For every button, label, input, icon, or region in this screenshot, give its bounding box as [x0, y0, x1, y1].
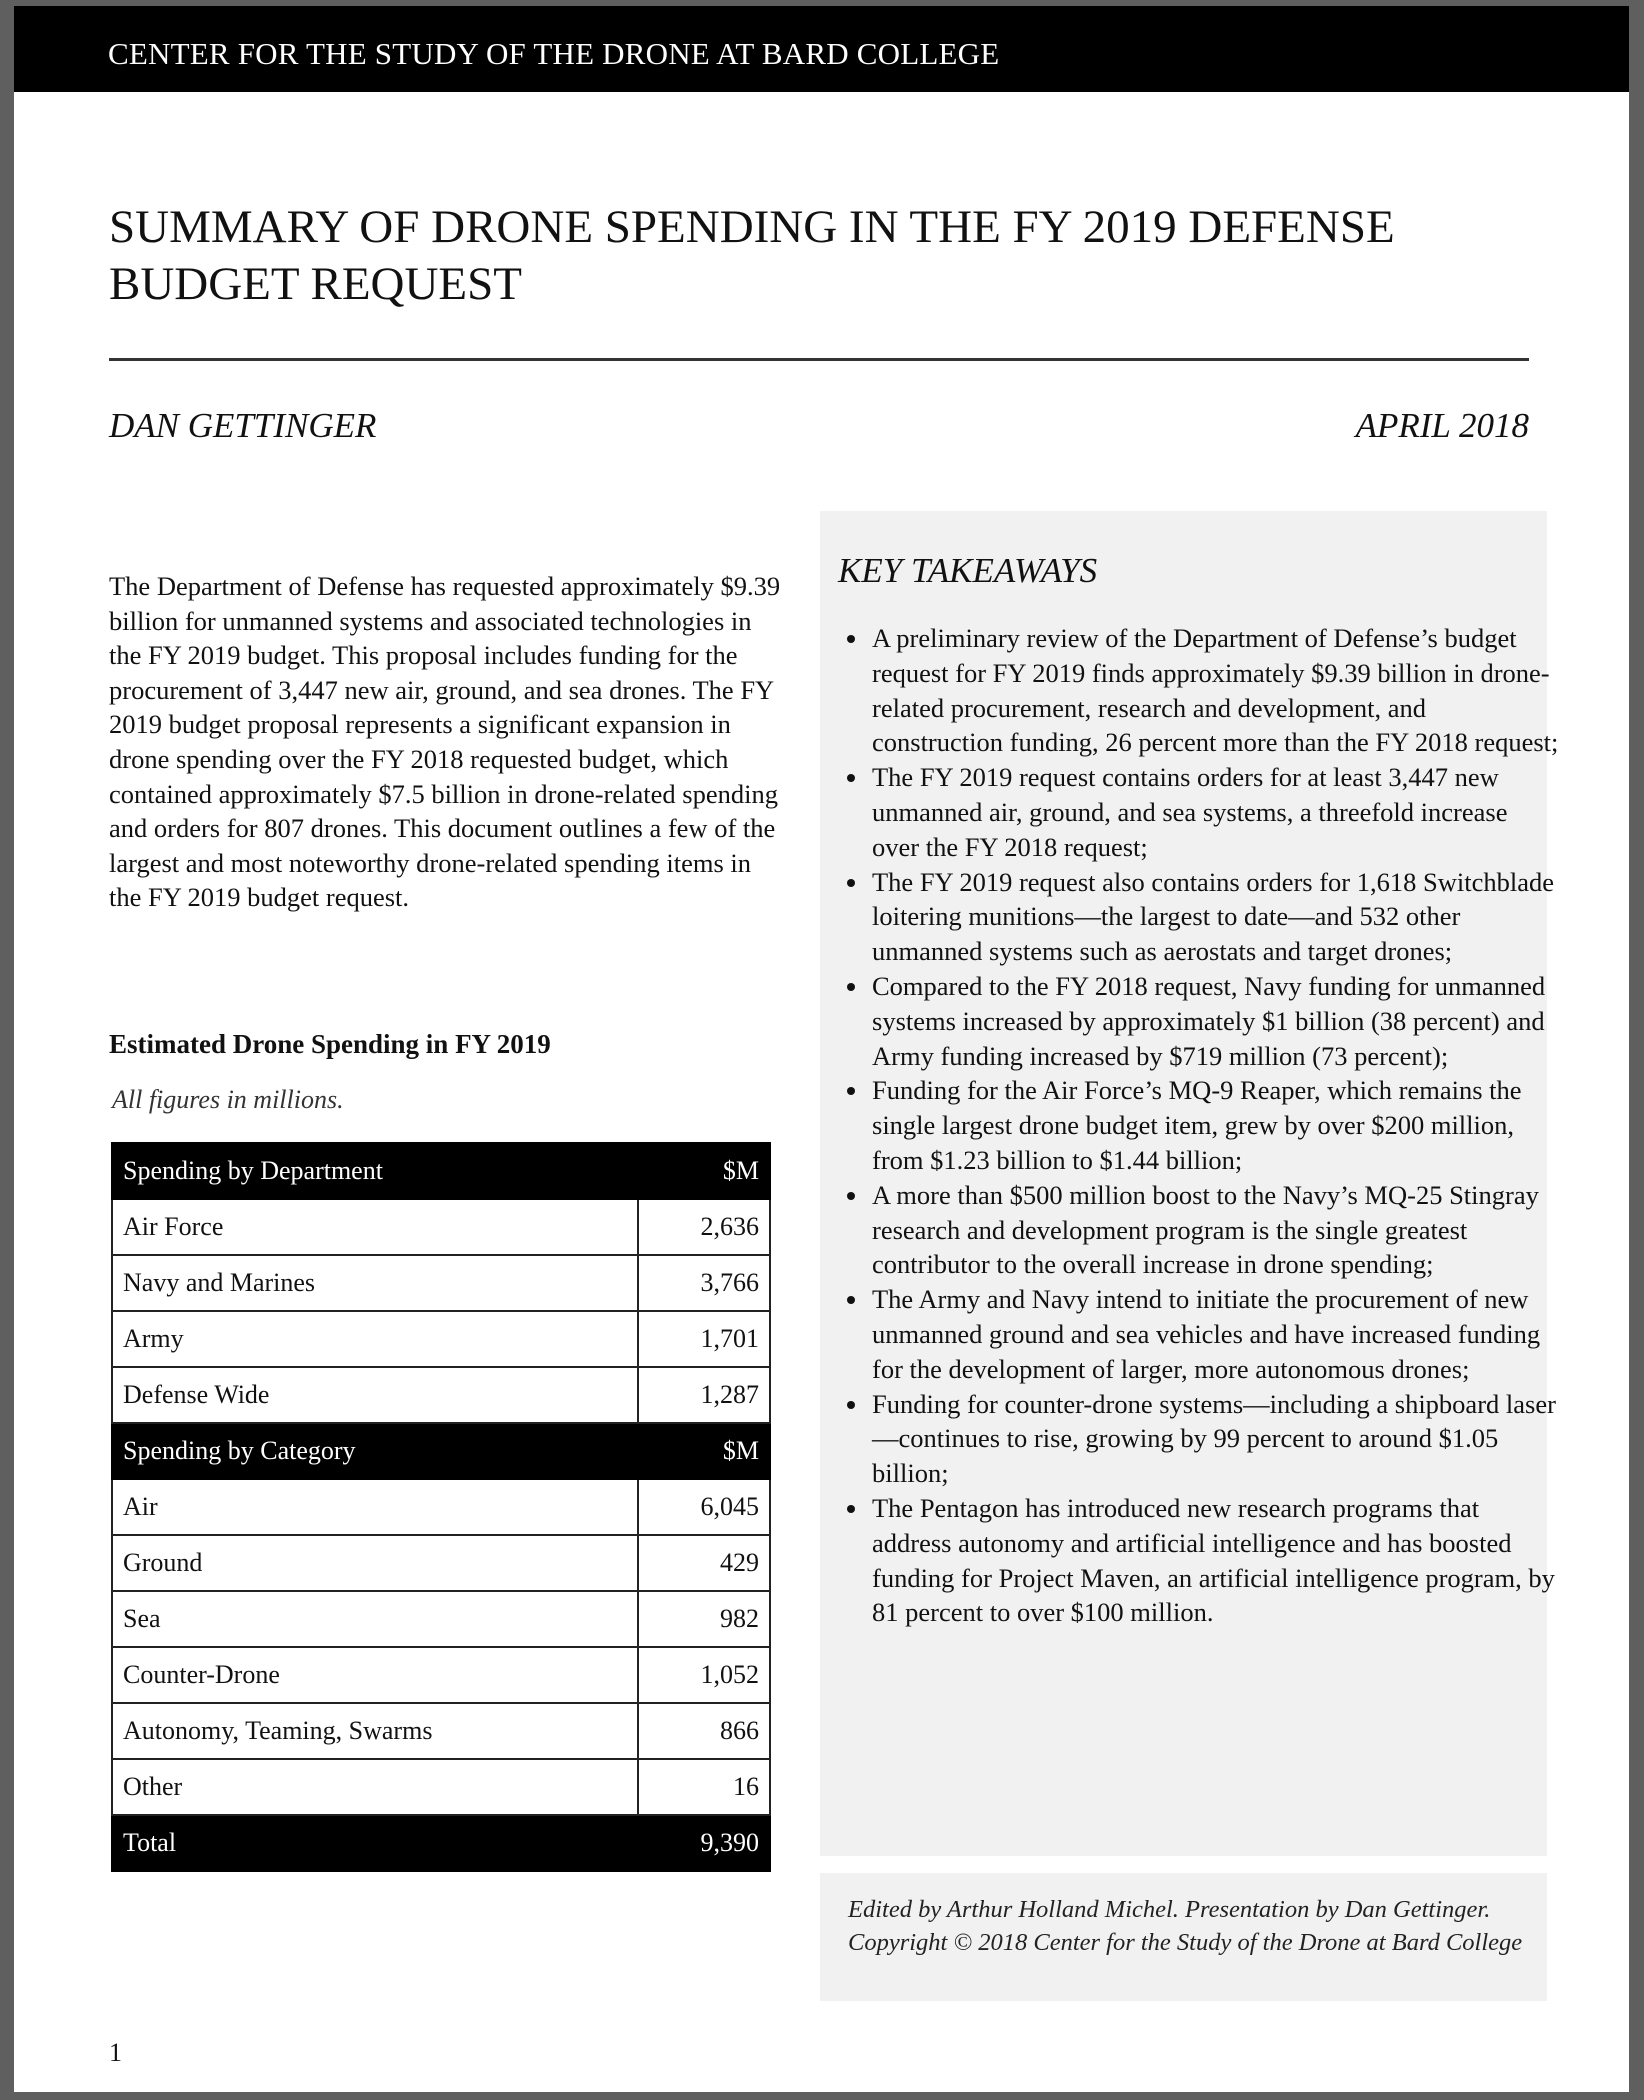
table-row: [112, 1479, 770, 1535]
list-item: • The FY 2019 request contains orders for at least 3,447 new unmanned air, ground, and sea systems, a threefold increase over the FY 2018 request;: [870, 760, 1560, 864]
table-total-row: [112, 1815, 770, 1871]
author-name: DAN GETTINGER: [109, 406, 377, 445]
table-cell-value: 429: [638, 1535, 770, 1591]
spending-table: [111, 1142, 771, 1872]
credit-box: [820, 1873, 1547, 2001]
table-cell-label: Spending by Category: [112, 1423, 638, 1479]
table-cell-label: Autonomy, Teaming, Swarms: [112, 1703, 638, 1759]
table-title: Estimated Drone Spending in FY 2019: [109, 1029, 551, 1059]
table-cell-label: Sea: [112, 1591, 638, 1647]
table-section-header: [112, 1143, 770, 1199]
table-cell-value: 866: [638, 1703, 770, 1759]
intro-paragraph: The Department of Defense has requested approximately $9.39 billion for unmanned systems and associated technologies in the FY 2019 budget. This proposal includes funding for the procurement of 3,447 new air, ground, and sea drones. The FY 2019 budget proposal represents a significant expansion in drone spending over the FY 2018 requested budget, which contained approximately $7.5 billion in drone-related spending and orders for 807 drones. This document outlines a few of the largest and most noteworthy drone-related spending items in the FY 2019 budget request.: [109, 571, 781, 913]
table-row: [112, 1311, 770, 1367]
table-cell-label: Air Force: [112, 1199, 638, 1255]
list-item: • Compared to the FY 2018 request, Navy funding for unmanned systems increased by approximately $1 billion (38 percent) and Army funding increased by $719 million (73 percent);: [870, 969, 1560, 1073]
table-cell-value: 3,766: [638, 1255, 770, 1311]
key-takeaways-title: KEY TAKEAWAYS: [838, 551, 1098, 590]
table-row: [112, 1367, 770, 1423]
table-row: [112, 1199, 770, 1255]
key-takeaways-box: [820, 511, 1559, 1856]
header-bar: [14, 6, 1629, 92]
table-cell-label: Other: [112, 1759, 638, 1815]
table-cell-value: 1,701: [638, 1311, 770, 1367]
table-cell-label: Air: [112, 1479, 638, 1535]
table-row: [112, 1535, 770, 1591]
table-cell-value: 1,052: [638, 1647, 770, 1703]
title-divider: [109, 358, 1529, 361]
table-cell-value: 6,045: [638, 1479, 770, 1535]
table-row: [112, 1591, 770, 1647]
table-cell-value: 2,636: [638, 1199, 770, 1255]
table-cell-value: $M: [638, 1423, 770, 1479]
table-cell-value: $M: [638, 1143, 770, 1199]
table-cell-label: Spending by Department: [112, 1143, 638, 1199]
document-page: [14, 6, 1629, 2092]
table-note: All figures in millions.: [112, 1085, 344, 1114]
table-cell-label: Defense Wide: [112, 1367, 638, 1423]
list-item: • The Pentagon has introduced new research programs that address autonomy and artificial intelligence and has boosted funding for Project Maven, an artificial intelligence program, by 81 percent to over $100 million.: [870, 1491, 1560, 1630]
table-row: [112, 1759, 770, 1815]
page-title: SUMMARY OF DRONE SPENDING IN THE FY 2019 DEFENSE BUDGET REQUEST: [109, 201, 1395, 310]
table-cell-label: Counter-Drone: [112, 1647, 638, 1703]
table-cell-label: Navy and Marines: [112, 1255, 638, 1311]
list-item: • Funding for counter-drone systems—including a shipboard laser—continues to rise, growing by 99 percent to around $1.05 billion;: [870, 1387, 1560, 1491]
table-cell-value: 982: [638, 1591, 770, 1647]
header-org: CENTER FOR THE STUDY OF THE DRONE AT BARD COLLEGE: [108, 36, 1000, 71]
table-row: [112, 1647, 770, 1703]
table-cell-value: 16: [638, 1759, 770, 1815]
table-cell-label: Ground: [112, 1535, 638, 1591]
credit-text: Edited by Arthur Holland Michel. Presentation by Dan Gettinger. Copyright © 2018 Center for the Study of the Drone at Bard College: [848, 1896, 1523, 1956]
table-cell-value: 1,287: [638, 1367, 770, 1423]
table-section-header: [112, 1423, 770, 1479]
publication-date: APRIL 2018: [1355, 406, 1529, 445]
list-item: • The FY 2019 request also contains orders for 1,618 Switchblade loitering munitions—the largest to date—and 532 other unmanned systems such as aerostats and target drones;: [870, 865, 1560, 969]
list-item: • A more than $500 million boost to the Navy’s MQ-25 Stingray research and development program is the single greatest contributor to the overall increase in drone spending;: [870, 1178, 1560, 1282]
list-item: • A preliminary review of the Department of Defense’s budget request for FY 2019 finds approximately $9.39 billion in drone-related procurement, research and development, and construction funding, 26 percent more than the FY 2018 request;: [870, 621, 1560, 760]
list-item: • The Army and Navy intend to initiate the procurement of new unmanned ground and sea vehicles and have increased funding for the development of larger, more autonomous drones;: [870, 1282, 1560, 1386]
table-cell-label: Army: [112, 1311, 638, 1367]
table-row: [112, 1255, 770, 1311]
list-item: • Funding for the Air Force’s MQ-9 Reaper, which remains the single largest drone budget item, grew by over $200 million, from $1.23 billion to $1.44 billion;: [870, 1073, 1560, 1177]
table-row: [112, 1703, 770, 1759]
key-takeaways-list: [838, 621, 1560, 1630]
page-number: 1: [109, 2038, 122, 2067]
table-cell-label: Total: [112, 1815, 638, 1871]
table-cell-value: 9,390: [638, 1815, 770, 1871]
